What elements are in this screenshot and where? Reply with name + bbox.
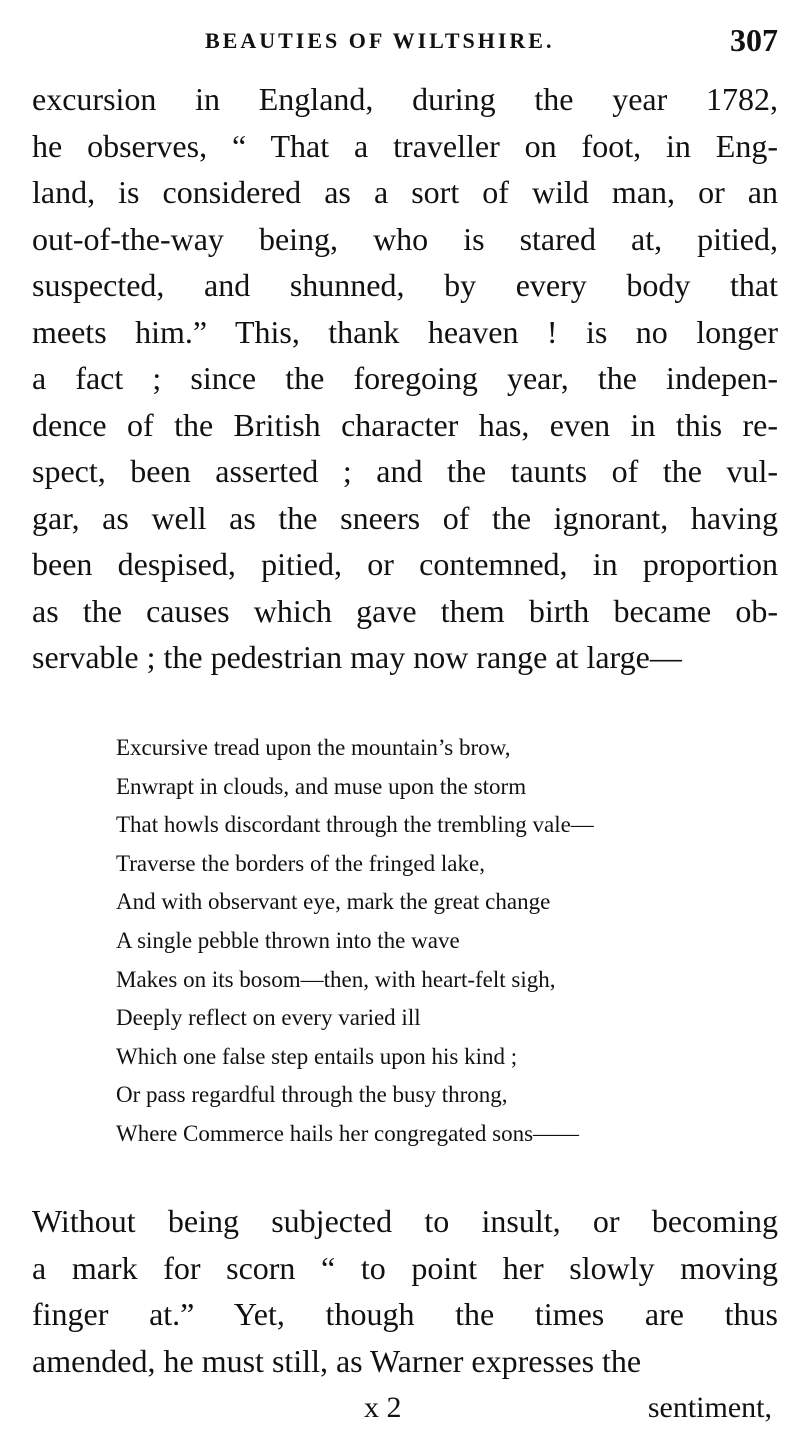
catchword: sentiment, — [647, 1391, 772, 1424]
prose-line: excursion in England, during the year 1782, — [32, 81, 778, 117]
prose-line: out-of-the-way being, who is stared at, pitied, — [32, 220, 778, 257]
prose-line: servable ; the pedestrian may now range at large— — [32, 639, 682, 675]
verse-line: Which one false step entails upon his kind ; — [116, 1043, 518, 1069]
verse-line: And with observant eye, mark the great change — [116, 889, 551, 915]
prose-line: meets him.” This, thank heaven ! is no longer — [32, 313, 778, 350]
verse-quotation — [116, 729, 716, 1154]
prose-block-bottom — [32, 1198, 778, 1384]
verse-line: That howls discordant through the trembling vale— — [116, 812, 594, 838]
prose-line: suspected, and shunned, by every body that — [32, 267, 778, 303]
signature-mark: x 2 — [364, 1391, 402, 1424]
prose-line: been despised, pitied, or contemned, in proportion — [32, 546, 778, 582]
prose-line: he observes, “ That a traveller on foot, in Eng- — [32, 127, 778, 164]
prose-line: land, is considered as a sort of wild man, or an — [32, 174, 778, 210]
prose-line: a mark for scorn “ to point her slowly moving — [32, 1249, 778, 1286]
verse-line: Deeply reflect on every varied ill — [116, 1005, 421, 1031]
prose-line: finger at.” Yet, though the times are thus — [32, 1296, 778, 1332]
verse-line: A single pebble thrown into the wave — [116, 927, 460, 953]
verse-line: Where Commerce hails her congregated sons—— — [116, 1120, 580, 1146]
verse-line: Makes on its bosom—then, with heart-felt sigh, — [116, 966, 556, 992]
verse-line: Or pass regardful through the busy throng, — [116, 1082, 508, 1108]
prose-block-top — [32, 76, 778, 681]
prose-line: a fact ; since the foregoing year, the indepen- — [32, 360, 778, 396]
verse-line: Excursive tread upon the mountain’s brow, — [116, 735, 511, 760]
running-title: BEAUTIES OF WILTSHIRE. — [205, 28, 555, 53]
prose-line: dence of the British character has, even in this re- — [32, 406, 778, 443]
verse-line: Enwrapt in clouds, and muse upon the storm — [116, 773, 527, 799]
page-footer — [0, 1391, 800, 1435]
running-head — [0, 22, 800, 56]
prose-line: as the causes which gave them birth became ob- — [32, 592, 778, 629]
verse-line: Traverse the borders of the fringed lake, — [116, 850, 485, 876]
page-number: 307 — [730, 22, 778, 58]
prose-line: amended, he must still, as Warner expresses the — [32, 1342, 642, 1379]
prose-line: Without being subjected to insult, or becoming — [32, 1203, 778, 1239]
prose-line: gar, as well as the sneers of the ignorant, having — [32, 499, 778, 536]
prose-line: spect, been asserted ; and the taunts of the vul- — [32, 453, 778, 489]
